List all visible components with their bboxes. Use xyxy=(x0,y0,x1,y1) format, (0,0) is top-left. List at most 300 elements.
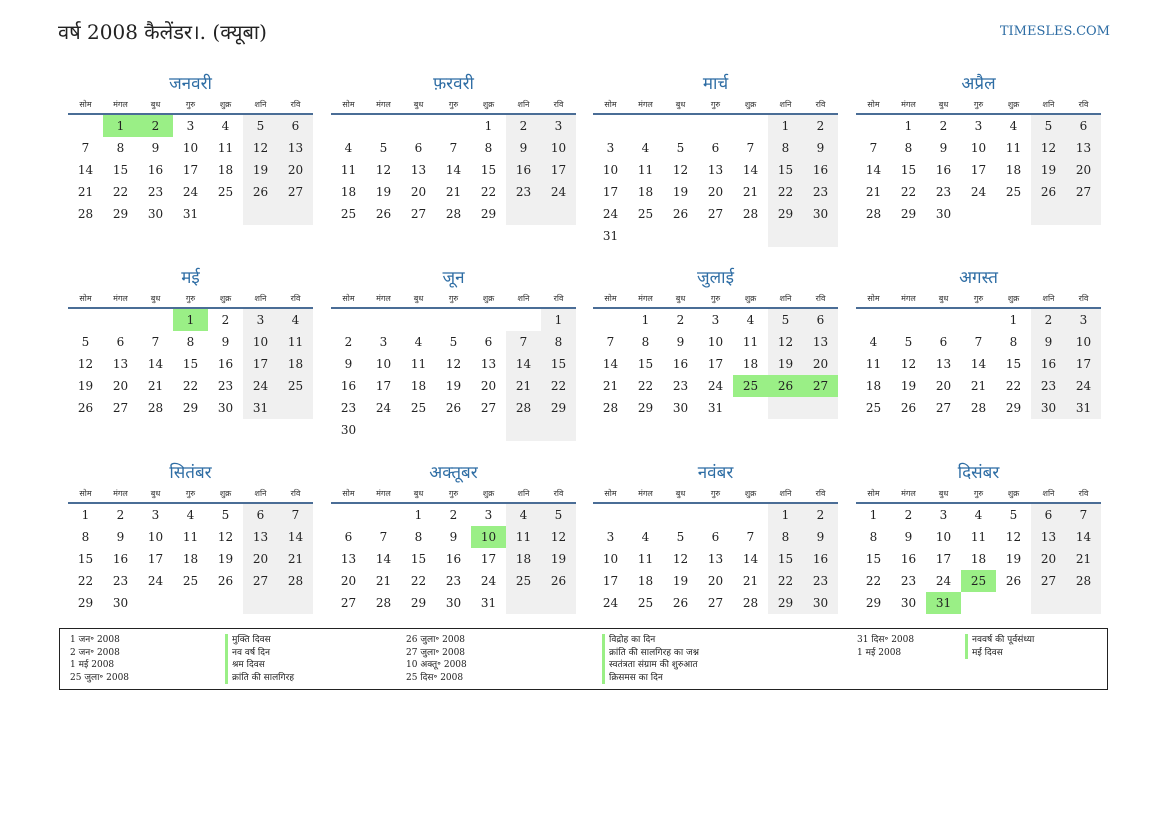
day-cell: 30 xyxy=(672,401,689,415)
day-cell: 19 xyxy=(1005,552,1022,566)
day-cell: 17 xyxy=(480,552,497,566)
day-cell: 12 xyxy=(900,357,917,371)
legend-holiday-name: स्वतंत्रता संग्राम की शुरुआत xyxy=(602,659,699,672)
day-cell: 22 xyxy=(480,185,497,199)
weekday-header: शुक्र xyxy=(471,486,506,504)
day-cell: 28 xyxy=(278,570,313,592)
day-cell: 28 xyxy=(742,596,759,610)
day-cell: 24 xyxy=(970,185,987,199)
day-cell: 22 xyxy=(865,574,882,588)
empty-cell xyxy=(768,397,803,419)
day-cell: 26 xyxy=(900,401,917,415)
month-block xyxy=(593,460,838,614)
day-cell: 31 xyxy=(182,207,199,221)
empty-cell xyxy=(401,419,436,441)
day-cell: 26 xyxy=(672,596,689,610)
day-cell: 26 xyxy=(445,401,462,415)
day-cell: 22 xyxy=(410,574,427,588)
day-cell: 5 xyxy=(81,335,90,349)
day-cell: 19 xyxy=(243,159,278,181)
day-cell: 17 xyxy=(707,357,724,371)
day-cell: 22 xyxy=(112,185,129,199)
day-cell: 12 xyxy=(768,331,803,353)
month-block xyxy=(856,71,1101,225)
day-cell: 9 xyxy=(939,141,948,155)
day-cell: 3 xyxy=(711,313,720,327)
day-cell: 26 xyxy=(768,375,803,397)
day-cell: 14 xyxy=(147,357,164,371)
day-cell: 19 xyxy=(672,574,689,588)
day-cell: 14 xyxy=(77,163,94,177)
day-cell: 10 xyxy=(1066,331,1101,353)
day-cell: 18 xyxy=(865,379,882,393)
day-cell: 21 xyxy=(77,185,94,199)
weekday-header: रवि xyxy=(278,486,313,504)
day-cell: 3 xyxy=(379,335,388,349)
day-cell: 7 xyxy=(151,335,160,349)
day-cell: 22 xyxy=(182,379,199,393)
day-cell: 2 xyxy=(449,508,458,522)
empty-cell xyxy=(926,309,961,331)
weekday-header: सोम xyxy=(331,97,366,115)
day-cell: 24 xyxy=(541,181,576,203)
day-cell: 13 xyxy=(410,163,427,177)
month-name: मार्च xyxy=(702,74,729,94)
weekday-header: मंगल xyxy=(103,97,138,115)
weekday-header: रवि xyxy=(541,486,576,504)
day-cell: 7 xyxy=(449,141,458,155)
day-cell: 21 xyxy=(742,185,759,199)
day-cell: 15 xyxy=(480,163,497,177)
day-cell: 1 xyxy=(904,119,913,133)
day-cell: 17 xyxy=(602,574,619,588)
day-cell: 31 xyxy=(926,592,961,614)
day-cell: 18 xyxy=(637,185,654,199)
weekday-header: रवि xyxy=(541,97,576,115)
day-cell: 28 xyxy=(1066,570,1101,592)
weekday-header: सोम xyxy=(68,486,103,504)
day-cell: 1 xyxy=(414,508,423,522)
weekday-header: मंगल xyxy=(628,486,663,504)
day-cell: 8 xyxy=(869,530,878,544)
day-cell: 13 xyxy=(935,357,952,371)
day-cell: 8 xyxy=(81,530,90,544)
day-cell: 13 xyxy=(1066,137,1101,159)
day-cell: 8 xyxy=(116,141,125,155)
page-title: वर्ष 2008 कैलेंडर।. (क्यूबा) xyxy=(58,20,267,44)
day-cell: 15 xyxy=(541,353,576,375)
empty-cell xyxy=(68,115,103,137)
empty-cell xyxy=(628,504,663,526)
day-cell: 5 xyxy=(676,141,685,155)
day-cell: 8 xyxy=(541,331,576,353)
weekday-header: शुक्र xyxy=(996,486,1031,504)
empty-cell xyxy=(366,115,401,137)
day-cell: 24 xyxy=(375,401,392,415)
day-cell: 4 xyxy=(186,508,195,522)
day-cell: 9 xyxy=(116,530,125,544)
day-cell: 7 xyxy=(81,141,90,155)
month-block xyxy=(68,265,313,419)
day-cell: 24 xyxy=(182,185,199,199)
weekday-header: गुरु xyxy=(436,291,471,309)
empty-cell xyxy=(278,397,313,419)
day-cell: 18 xyxy=(278,353,313,375)
day-cell: 5 xyxy=(243,115,278,137)
empty-cell xyxy=(961,203,996,225)
day-cell: 2 xyxy=(939,119,948,133)
day-cell: 14 xyxy=(865,163,882,177)
day-cell: 21 xyxy=(865,185,882,199)
month-name: अगस्त xyxy=(959,268,998,288)
legend-dates-col-2 xyxy=(406,634,467,684)
weekday-header: शुक्र xyxy=(733,97,768,115)
weekday-header: बुध xyxy=(926,97,961,115)
day-cell: 4 xyxy=(746,313,755,327)
month-days-grid xyxy=(856,291,1101,419)
weekday-header: गुरु xyxy=(698,97,733,115)
empty-cell xyxy=(733,225,768,247)
day-cell: 11 xyxy=(410,357,427,371)
weekday-header: बुध xyxy=(401,97,436,115)
day-cell: 13 xyxy=(1031,526,1066,548)
day-cell: 11 xyxy=(865,357,882,371)
day-cell: 3 xyxy=(151,508,160,522)
day-cell: 15 xyxy=(112,163,129,177)
empty-cell xyxy=(961,592,996,614)
day-cell: 29 xyxy=(900,207,917,221)
day-cell: 30 xyxy=(217,401,234,415)
empty-cell xyxy=(698,115,733,137)
empty-cell xyxy=(506,419,541,441)
day-cell: 29 xyxy=(637,401,654,415)
day-cell: 20 xyxy=(480,379,497,393)
day-cell: 21 xyxy=(147,379,164,393)
empty-cell xyxy=(331,309,366,331)
day-cell: 2 xyxy=(1031,309,1066,331)
empty-cell xyxy=(401,309,436,331)
weekday-header: बुध xyxy=(138,291,173,309)
empty-cell xyxy=(663,225,698,247)
legend-holiday-name: क्रांति की सालगिरह xyxy=(225,672,294,685)
day-cell: 4 xyxy=(221,119,230,133)
day-cell: 3 xyxy=(484,508,493,522)
day-cell: 19 xyxy=(541,548,576,570)
day-cell: 13 xyxy=(340,552,357,566)
weekday-header: सोम xyxy=(331,291,366,309)
day-cell: 25 xyxy=(410,401,427,415)
day-cell: 20 xyxy=(410,185,427,199)
weekday-header: शनि xyxy=(1031,97,1066,115)
weekday-header: शनि xyxy=(768,291,803,309)
weekday-header: सोम xyxy=(856,291,891,309)
empty-cell xyxy=(856,309,891,331)
day-cell: 29 xyxy=(865,596,882,610)
day-cell: 10 xyxy=(935,530,952,544)
empty-cell xyxy=(663,115,698,137)
weekday-header: रवि xyxy=(803,291,838,309)
day-cell: 1 xyxy=(869,508,878,522)
day-cell: 25 xyxy=(506,570,541,592)
empty-cell xyxy=(68,309,103,331)
day-cell: 29 xyxy=(77,596,94,610)
weekday-header: मंगल xyxy=(366,291,401,309)
day-cell: 21 xyxy=(602,379,619,393)
day-cell: 17 xyxy=(935,552,952,566)
weekday-header: शनि xyxy=(506,97,541,115)
day-cell: 20 xyxy=(278,159,313,181)
empty-cell xyxy=(366,419,401,441)
day-cell: 28 xyxy=(865,207,882,221)
day-cell: 5 xyxy=(1009,508,1018,522)
day-cell: 9 xyxy=(151,141,160,155)
day-cell: 2 xyxy=(803,504,838,526)
day-cell: 1 xyxy=(1009,313,1018,327)
day-cell: 6 xyxy=(1066,115,1101,137)
empty-cell xyxy=(208,203,243,225)
empty-cell xyxy=(331,504,366,526)
weekday-header: गुरु xyxy=(961,97,996,115)
day-cell: 10 xyxy=(182,141,199,155)
day-cell: 17 xyxy=(375,379,392,393)
day-cell: 8 xyxy=(768,137,803,159)
day-cell: 9 xyxy=(803,526,838,548)
day-cell: 14 xyxy=(506,353,541,375)
day-cell: 23 xyxy=(672,379,689,393)
day-cell: 13 xyxy=(707,163,724,177)
weekday-header: मंगल xyxy=(103,486,138,504)
day-cell: 16 xyxy=(506,159,541,181)
day-cell: 24 xyxy=(707,379,724,393)
day-cell: 9 xyxy=(449,530,458,544)
day-cell: 19 xyxy=(375,185,392,199)
day-cell: 5 xyxy=(676,530,685,544)
day-cell: 4 xyxy=(344,141,353,155)
month-block xyxy=(593,71,838,247)
weekday-header: शनि xyxy=(1031,291,1066,309)
day-cell: 16 xyxy=(803,159,838,181)
day-cell: 10 xyxy=(707,335,724,349)
day-cell: 27 xyxy=(112,401,129,415)
day-cell: 25 xyxy=(278,375,313,397)
day-cell: 15 xyxy=(637,357,654,371)
day-cell: 28 xyxy=(77,207,94,221)
empty-cell xyxy=(401,115,436,137)
day-cell: 27 xyxy=(278,181,313,203)
weekday-header: मंगल xyxy=(366,97,401,115)
legend-holiday-name: मई दिवस xyxy=(965,647,1034,660)
day-cell: 18 xyxy=(742,357,759,371)
day-cell: 17 xyxy=(147,552,164,566)
day-cell: 2 xyxy=(803,115,838,137)
day-cell: 1 xyxy=(484,119,493,133)
legend-holiday-name: नववर्ष की पूर्वसंध्या xyxy=(965,634,1034,647)
legend-date: 10 अक्तू॰ 2008 xyxy=(406,660,467,670)
month-block xyxy=(856,265,1101,419)
legend-date: 1 जन॰ 2008 xyxy=(70,635,120,645)
day-cell: 4 xyxy=(869,335,878,349)
day-cell: 20 xyxy=(803,353,838,375)
day-cell: 27 xyxy=(1066,181,1101,203)
day-cell: 11 xyxy=(637,163,654,177)
day-cell: 19 xyxy=(217,552,234,566)
day-cell: 2 xyxy=(506,115,541,137)
day-cell: 25 xyxy=(182,574,199,588)
weekday-header: गुरु xyxy=(436,486,471,504)
day-cell: 11 xyxy=(970,530,987,544)
day-cell: 22 xyxy=(637,379,654,393)
day-cell: 13 xyxy=(707,552,724,566)
empty-cell xyxy=(733,504,768,526)
day-cell: 7 xyxy=(606,335,615,349)
empty-cell xyxy=(1066,592,1101,614)
month-days-grid xyxy=(331,97,576,225)
weekday-header: रवि xyxy=(1066,486,1101,504)
day-cell: 16 xyxy=(112,552,129,566)
day-cell: 1 xyxy=(81,508,90,522)
month-name: मई xyxy=(181,268,200,288)
day-cell: 28 xyxy=(506,397,541,419)
month-days-grid xyxy=(593,486,838,614)
day-cell: 16 xyxy=(1031,353,1066,375)
empty-cell xyxy=(698,225,733,247)
day-cell: 5 xyxy=(904,335,913,349)
legend-date: 26 जुला॰ 2008 xyxy=(406,635,466,645)
day-cell: 16 xyxy=(900,552,917,566)
day-cell: 21 xyxy=(970,379,987,393)
day-cell: 15 xyxy=(768,159,803,181)
day-cell: 9 xyxy=(221,335,230,349)
legend-date: 31 दिस॰ 2008 xyxy=(857,635,915,645)
weekday-header: बुध xyxy=(663,486,698,504)
empty-cell xyxy=(208,592,243,614)
empty-cell xyxy=(891,309,926,331)
day-cell: 26 xyxy=(243,181,278,203)
weekday-header: गुरु xyxy=(698,291,733,309)
day-cell: 15 xyxy=(182,357,199,371)
day-cell: 14 xyxy=(445,163,462,177)
weekday-header: मंगल xyxy=(891,291,926,309)
day-cell: 31 xyxy=(480,596,497,610)
day-cell: 20 xyxy=(1066,159,1101,181)
day-cell: 20 xyxy=(707,185,724,199)
day-cell: 31 xyxy=(1066,397,1101,419)
day-cell: 3 xyxy=(606,141,615,155)
day-cell: 10 xyxy=(602,163,619,177)
day-cell: 18 xyxy=(506,548,541,570)
day-cell: 23 xyxy=(900,574,917,588)
legend-date: 2 जन॰ 2008 xyxy=(70,647,120,658)
legend-holiday-name: श्रम दिवस xyxy=(225,659,294,672)
weekday-header: मंगल xyxy=(628,97,663,115)
legend-holiday-name: नव वर्ष दिन xyxy=(225,647,294,660)
weekday-header: गुरु xyxy=(436,97,471,115)
day-cell: 4 xyxy=(278,309,313,331)
day-cell: 30 xyxy=(900,596,917,610)
empty-cell xyxy=(961,309,996,331)
day-cell: 14 xyxy=(375,552,392,566)
day-cell: 30 xyxy=(935,207,952,221)
day-cell: 28 xyxy=(375,596,392,610)
weekday-header: रवि xyxy=(803,97,838,115)
day-cell: 21 xyxy=(506,375,541,397)
weekday-header: मंगल xyxy=(366,486,401,504)
month-name: जनवरी xyxy=(169,74,212,94)
day-cell: 13 xyxy=(243,526,278,548)
day-cell: 7 xyxy=(746,141,755,155)
weekday-header: मंगल xyxy=(628,291,663,309)
day-cell: 18 xyxy=(182,552,199,566)
month-days-grid xyxy=(856,486,1101,614)
empty-cell xyxy=(471,419,506,441)
day-cell: 19 xyxy=(445,379,462,393)
empty-cell xyxy=(506,203,541,225)
day-cell: 28 xyxy=(602,401,619,415)
month-days-grid xyxy=(856,97,1101,225)
day-cell: 2 xyxy=(676,313,685,327)
day-cell: 8 xyxy=(186,335,195,349)
legend-dates-col-1 xyxy=(70,634,129,684)
day-cell: 5 xyxy=(379,141,388,155)
day-cell: 31 xyxy=(707,401,724,415)
day-cell: 25 xyxy=(637,207,654,221)
day-cell: 23 xyxy=(506,181,541,203)
day-cell: 17 xyxy=(182,163,199,177)
day-cell: 7 xyxy=(278,504,313,526)
day-cell: 12 xyxy=(1031,137,1066,159)
empty-cell xyxy=(506,309,541,331)
day-cell: 29 xyxy=(410,596,427,610)
site-link[interactable]: TIMESLES.COM xyxy=(999,24,1110,39)
day-cell: 27 xyxy=(1031,570,1066,592)
day-cell: 21 xyxy=(445,185,462,199)
holiday-legend xyxy=(59,628,1108,690)
day-cell: 5 xyxy=(768,309,803,331)
weekday-header: शुक्र xyxy=(471,291,506,309)
empty-cell xyxy=(366,309,401,331)
day-cell: 23 xyxy=(147,185,164,199)
day-cell: 15 xyxy=(410,552,427,566)
day-cell: 17 xyxy=(1066,353,1101,375)
day-cell: 9 xyxy=(676,335,685,349)
day-cell: 1 xyxy=(641,313,650,327)
day-cell: 17 xyxy=(243,353,278,375)
day-cell: 17 xyxy=(970,163,987,177)
month-block xyxy=(68,460,313,614)
day-cell: 10 xyxy=(375,357,392,371)
month-block xyxy=(331,265,576,441)
empty-cell xyxy=(628,225,663,247)
day-cell: 24 xyxy=(147,574,164,588)
day-cell: 25 xyxy=(637,596,654,610)
empty-cell xyxy=(436,115,471,137)
empty-cell xyxy=(593,504,628,526)
empty-cell xyxy=(541,592,576,614)
day-cell: 27 xyxy=(707,596,724,610)
empty-cell xyxy=(138,592,173,614)
day-cell: 8 xyxy=(904,141,913,155)
weekday-header: सोम xyxy=(856,486,891,504)
weekday-header: शुक्र xyxy=(733,291,768,309)
empty-cell xyxy=(996,592,1031,614)
day-cell: 30 xyxy=(340,423,357,437)
day-cell: 28 xyxy=(970,401,987,415)
month-name: दिसंबर xyxy=(957,463,1000,483)
day-cell: 15 xyxy=(768,548,803,570)
day-cell: 23 xyxy=(935,185,952,199)
day-cell: 16 xyxy=(217,357,234,371)
day-cell: 3 xyxy=(939,508,948,522)
